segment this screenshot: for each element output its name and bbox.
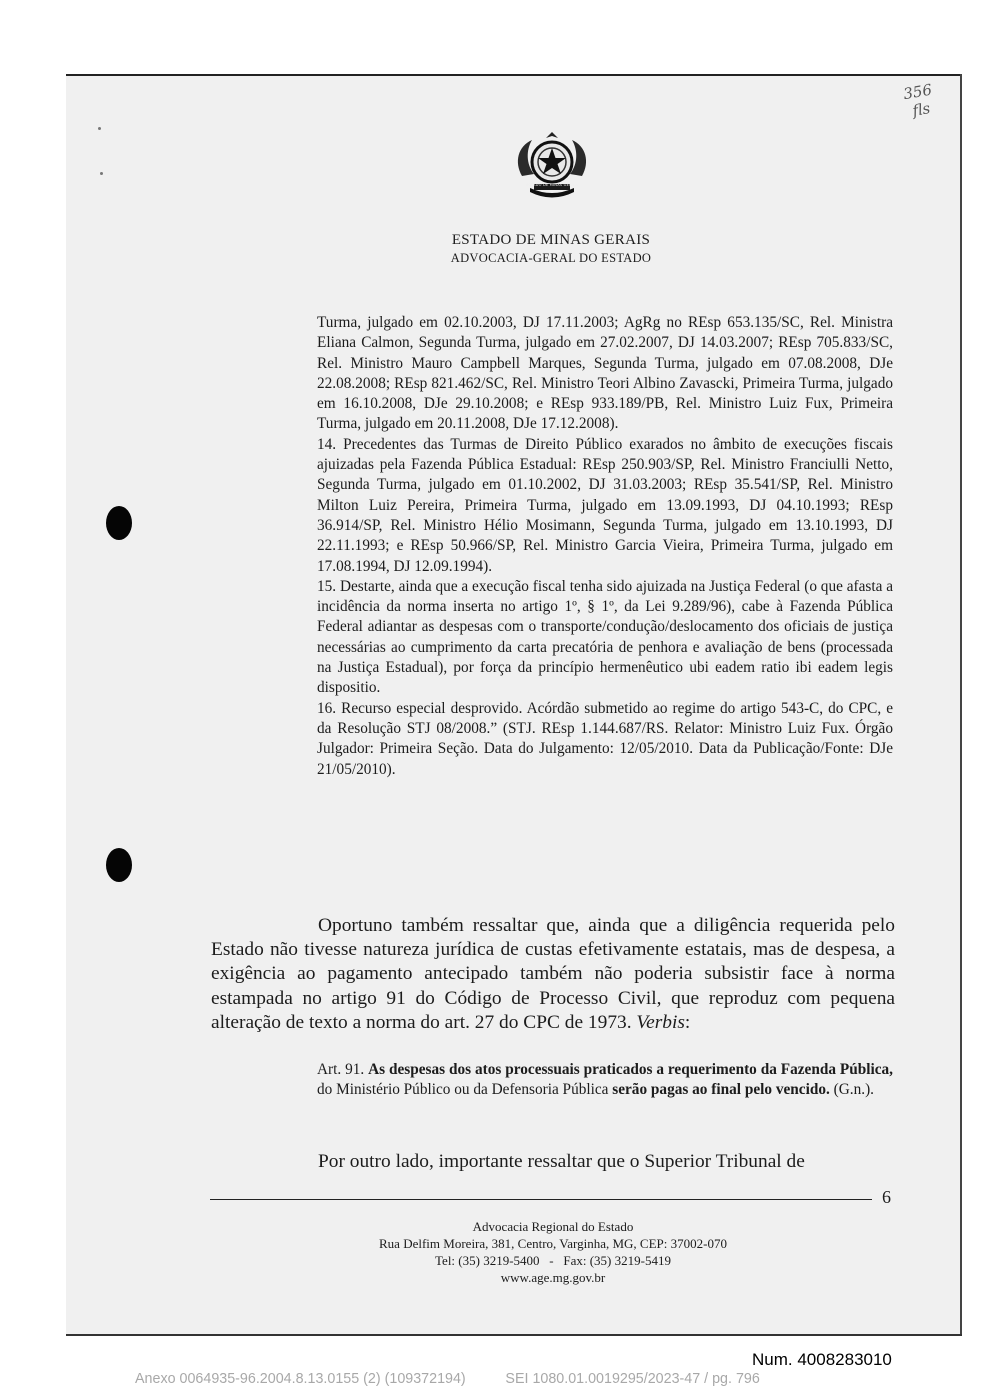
scan-speck — [100, 172, 103, 175]
article-bold-conclusion: serão pagas ao final pelo vencido. — [612, 1081, 830, 1099]
handwritten-initials: fls — [911, 99, 932, 120]
punch-hole-bottom — [106, 848, 132, 882]
page-edge — [960, 74, 962, 1334]
annex-left: Anexo 0064935-96.2004.8.13.0155 (2) (109372194) — [135, 1371, 466, 1387]
quote-paragraph: Turma, julgado em 02.10.2003, DJ 17.11.2003; AgRg no REsp 653.135/SC, Rel. Ministra Eliana Calmon, Segunda Turma, julgado em 27.02.2007, DJ 14.03.2007; REsp 705.833/SC, Rel. Ministro Mauro Campbell Marques, Segunda Turma, julgado em 07.08.2008, DJe 22.08.2008; REsp 821.462/SC, Rel. Ministro Teori Albino Zavascki, Primeira Turma, julgado em 16.10.2008, DJe 29.10.2008; e REsp 933.189/PB, Rel. Ministro Luiz Fux, Primeira Turma, julgado em 20.11.2008, DJe 17.12.2008). — [317, 314, 893, 433]
annex-reference — [135, 1371, 760, 1387]
article-91-quote — [317, 1060, 893, 1101]
seal-ribbon-text: ESTADO DE MINAS GERAIS — [525, 183, 579, 187]
article-suffix: (G.n.). — [829, 1081, 875, 1099]
body-paragraph-emphasis: Verbis — [636, 1011, 685, 1033]
handwritten-number: 356 — [901, 80, 934, 104]
quoted-jurisprudence — [317, 313, 893, 780]
punch-hole-top — [106, 506, 132, 540]
footer-phone: Tel: (35) 3219-5400 - Fax: (35) 3219-5419 — [435, 1253, 671, 1268]
footer-address — [300, 1218, 806, 1286]
body-paragraph — [211, 914, 895, 1035]
quote-paragraph: 15. Destarte, ainda que a execução fiscal tenha sido ajuizada na Justiça Federal (o que afasta a incidência da norma inserta no artigo 1º, § 1º, da Lei 9.289/96), cabe à Fazenda Pública Federal adiantar as despesas com o transporte/condução/deslocamento dos oficiais de justiça necessárias ao cumprimento da carta precatória de penhora e avaliação de bens (processada na Justiça Estadual), por força da princípio hermenêutico ubi eadem ratio ibi eadem legis dispositio. — [317, 577, 893, 697]
header-subtitle: ADVOCACIA-GERAL DO ESTADO — [450, 251, 652, 265]
footer-street: Rua Delfim Moreira, 381, Centro, Varginha, MG, CEP: 37002-070 — [379, 1236, 727, 1251]
page-number: 6 — [882, 1187, 891, 1207]
footer-website: www.age.mg.gov.br — [500, 1270, 606, 1285]
scan-speck — [98, 127, 101, 130]
body-paragraph-tail: : — [684, 1011, 691, 1033]
body-paragraph-text: Oportuno também ressaltar que, ainda que a diligência requerida pelo Estado não tivesse natureza jurídica de custas efetivamente estatais, mas de despesa, a exigência ao pagamento antecipado também não poderia subsistir face à norma estampada no artigo 91 do Código de Processo Civil, que reproduz com pequena alteração de texto a norma do art. 27 do CPC de 1973. — [211, 915, 895, 1033]
document-number-stamp: Num. 4008283010 — [752, 1350, 892, 1369]
annex-right: SEI 1080.01.0019295/2023-47 / pg. 796 — [505, 1371, 760, 1387]
quote-paragraph: 14. Precedentes das Turmas de Direito Público exarados no âmbito de execuções fiscais ajuizadas pela Fazenda Pública Estadual: REsp 250.903/SP, Rel. Ministro Franciulli Netto, Segunda Turma, julgado em 01.10.2002, DJ 31.03.2003; REsp 35.541/SP, Rel. Ministro Milton Luiz Pereira, Primeira Turma, julgado em 13.09.1993, DJ 04.10.1993; REsp 36.914/SP, Rel. Ministro Hélio Mosimann, Segunda Turma, julgado em 13.10.1993, DJ 22.11.1993; e REsp 50.966/SP, Rel. Ministro Garcia Vieira, Primeira Turma, julgado em 17.08.1994, DJ 12.09.1994). — [317, 435, 893, 575]
state-coat-of-arms — [508, 128, 596, 204]
footer-office: Advocacia Regional do Estado — [472, 1219, 634, 1234]
article-middle: do Ministério Público ou da Defensoria Pública — [317, 1081, 613, 1099]
header-title: ESTADO DE MINAS GERAIS — [451, 232, 651, 248]
body-paragraph-continued: Por outro lado, importante ressaltar que o Superior Tribunal de — [318, 1151, 805, 1172]
footer-divider — [210, 1199, 872, 1200]
article-prefix: Art. 91. — [317, 1061, 369, 1078]
article-bold-clause: As despesas dos atos processuais praticados a requerimento da Fazenda Pública, — [368, 1061, 893, 1078]
quote-paragraph: 16. Recurso especial desprovido. Acórdão submetido ao regime do artigo 543-C, do CPC, e da Resolução STJ 08/2008.” (STJ. REsp 1.144.687/RS. Relator: Ministro Luiz Fux. Órgão Julgador: Primeira Seção. Data do Julgamento: 12/05/2010. Data da Publicação/Fonte: DJe 21/05/2010). — [317, 699, 893, 778]
